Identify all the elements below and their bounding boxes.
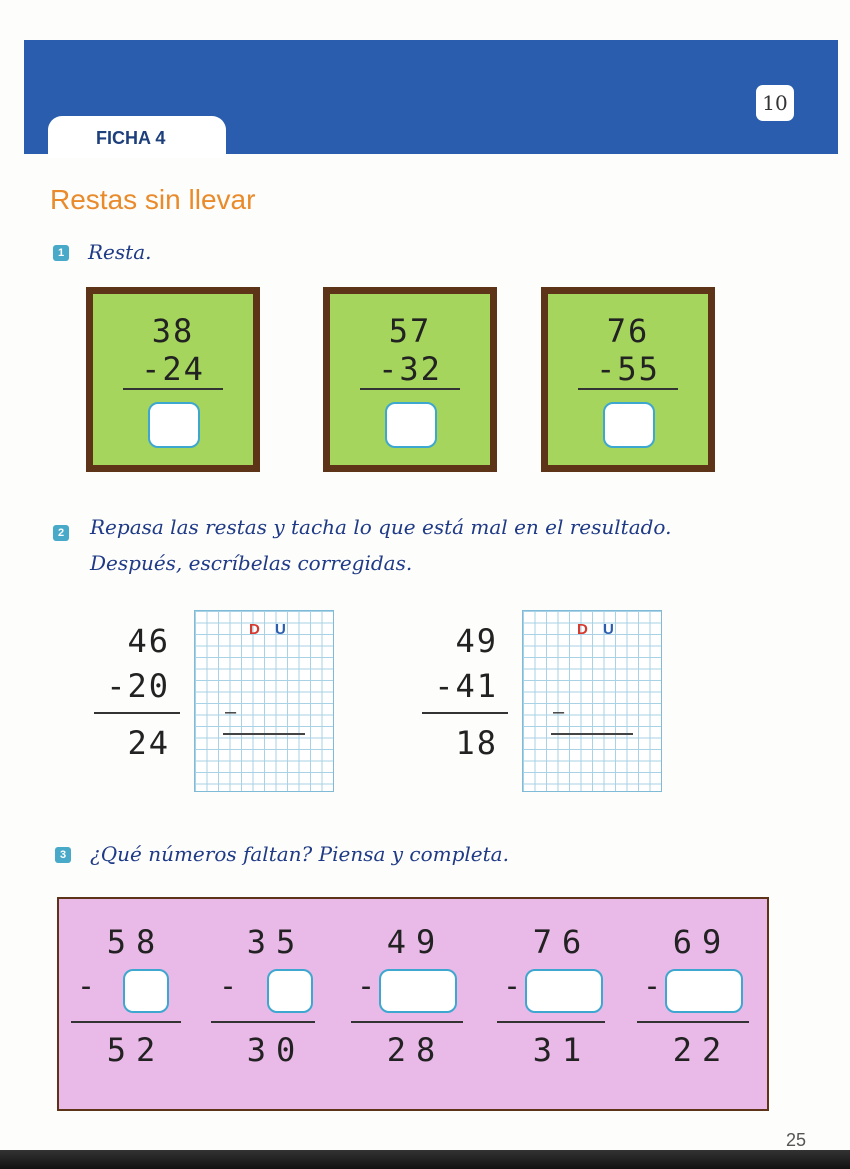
check-2-result[interactable]: 18 bbox=[455, 724, 498, 762]
exercise-2-instruction-line-2: Después, escríbelas corregidas. bbox=[90, 551, 413, 575]
problem-5-result: 22 bbox=[672, 1031, 732, 1069]
problem-1-line bbox=[71, 1021, 181, 1023]
check-1-line bbox=[94, 712, 180, 714]
problem-2-missing-box[interactable] bbox=[267, 969, 313, 1013]
ficha-label: FICHA 4 bbox=[96, 128, 166, 148]
chalkboard-2 bbox=[323, 287, 497, 472]
board-1-minuend: 38 bbox=[151, 312, 195, 350]
grid-1-minus: – bbox=[225, 701, 237, 723]
grid-1-tens-header: D bbox=[249, 621, 260, 638]
board-1-subtrahend: -24 bbox=[141, 350, 205, 388]
chalkboard-1 bbox=[86, 287, 260, 472]
exercise-1-instruction: Resta. bbox=[88, 240, 152, 264]
grid-2-line bbox=[551, 733, 633, 735]
board-1-answer-box[interactable] bbox=[148, 402, 200, 448]
board-3-line bbox=[578, 388, 678, 390]
problem-3-minuend: 49 bbox=[386, 923, 446, 961]
problem-1-minus: - bbox=[77, 969, 96, 1004]
check-1-minuend: 46 bbox=[127, 622, 170, 660]
problem-5-minuend: 69 bbox=[672, 923, 732, 961]
check-1-subtrahend: -20 bbox=[106, 667, 170, 705]
check-1-result[interactable]: 24 bbox=[127, 724, 170, 762]
problem-4-missing-box[interactable] bbox=[525, 969, 603, 1013]
page-title: Restas sin llevar bbox=[50, 184, 256, 215]
problem-2-line bbox=[211, 1021, 315, 1023]
exercise-3-bullet: 3 bbox=[55, 847, 71, 863]
grid-1-units-header: U bbox=[275, 621, 286, 638]
problem-1 bbox=[71, 899, 201, 1109]
problem-3-minus: - bbox=[357, 969, 376, 1004]
board-2-answer-box[interactable] bbox=[385, 402, 437, 448]
problem-4-line bbox=[497, 1021, 605, 1023]
grid-2-tens-header: D bbox=[577, 621, 588, 638]
grid-2[interactable] bbox=[522, 610, 662, 792]
board-2-line bbox=[360, 388, 460, 390]
chalkboard-3 bbox=[541, 287, 715, 472]
exercise-3-instruction: ¿Qué números faltan? Piensa y completa. bbox=[90, 842, 509, 866]
problem-5-line bbox=[637, 1021, 749, 1023]
check-2-subtrahend: -41 bbox=[434, 667, 498, 705]
missing-numbers-panel bbox=[57, 897, 769, 1111]
grid-1[interactable] bbox=[194, 610, 334, 792]
page-bottom-edge bbox=[0, 1150, 850, 1169]
board-3-answer-box[interactable] bbox=[603, 402, 655, 448]
problem-3-line bbox=[351, 1021, 463, 1023]
problem-3 bbox=[351, 899, 481, 1109]
problem-1-minuend: 58 bbox=[106, 923, 166, 961]
problem-2 bbox=[211, 899, 341, 1109]
problem-2-result: 30 bbox=[246, 1031, 306, 1069]
check-2-minuend: 49 bbox=[455, 622, 498, 660]
problem-4 bbox=[497, 899, 627, 1109]
board-2-subtrahend: -32 bbox=[378, 350, 442, 388]
problem-5-missing-box[interactable] bbox=[665, 969, 743, 1013]
exercise-2-bullet: 2 bbox=[53, 525, 69, 541]
exercise-1-bullet: 1 bbox=[53, 245, 69, 261]
page-number-badge: 10 bbox=[756, 85, 794, 121]
check-2-line bbox=[422, 712, 508, 714]
problem-2-minuend: 35 bbox=[246, 923, 306, 961]
problem-4-minus: - bbox=[503, 969, 522, 1004]
grid-2-units-header: U bbox=[603, 621, 614, 638]
problem-3-result: 28 bbox=[386, 1031, 446, 1069]
problem-5-minus: - bbox=[643, 969, 662, 1004]
problem-5 bbox=[637, 899, 767, 1109]
board-3-minuend: 76 bbox=[606, 312, 650, 350]
problem-1-result: 52 bbox=[106, 1031, 166, 1069]
grid-1-line bbox=[223, 733, 305, 735]
problem-4-result: 31 bbox=[532, 1031, 592, 1069]
problem-1-missing-box[interactable] bbox=[123, 969, 169, 1013]
board-3-subtrahend: -55 bbox=[596, 350, 660, 388]
board-2-minuend: 57 bbox=[388, 312, 432, 350]
problem-3-missing-box[interactable] bbox=[379, 969, 457, 1013]
exercise-2-instruction-line-1: Repasa las restas y tacha lo que está mal en el resultado. bbox=[90, 515, 672, 539]
problem-4-minuend: 76 bbox=[532, 923, 592, 961]
problem-2-minus: - bbox=[219, 969, 238, 1004]
board-1-line bbox=[123, 388, 223, 390]
corner-page-number: 25 bbox=[786, 1130, 807, 1150]
grid-2-minus: – bbox=[553, 701, 565, 723]
